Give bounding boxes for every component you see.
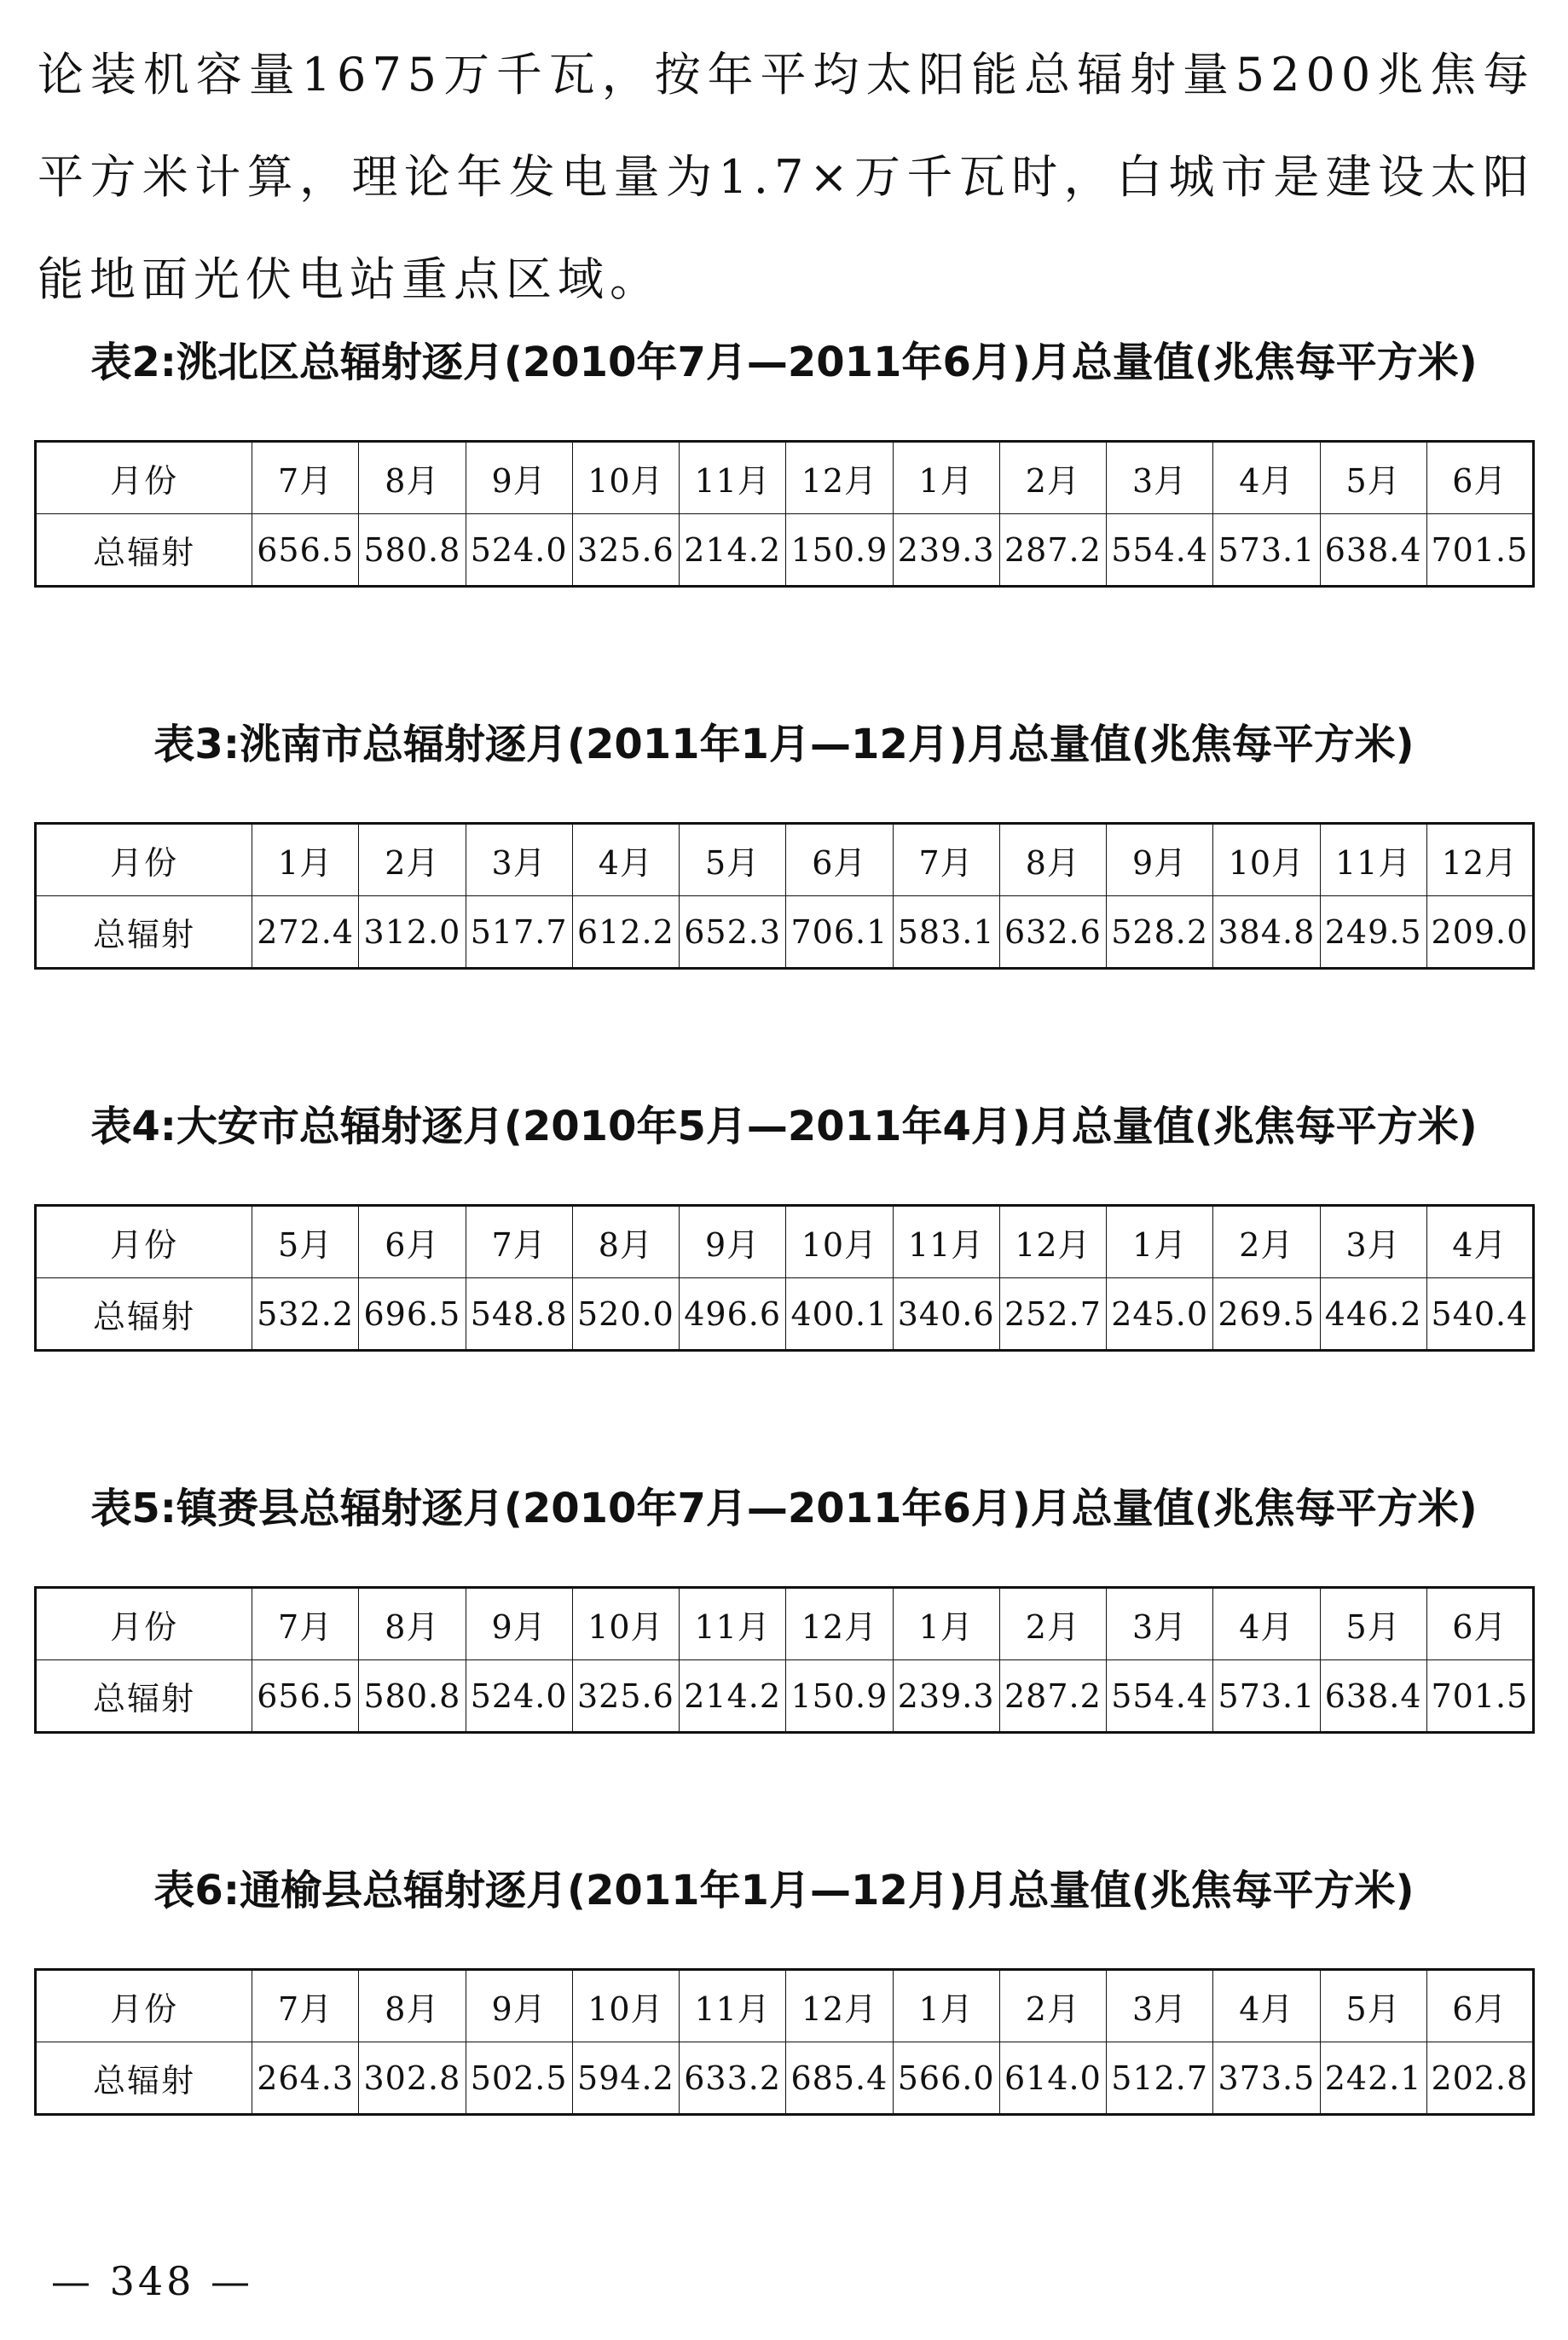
- month-cell: 6月: [359, 1206, 466, 1278]
- value-cell: 528.2: [1107, 896, 1213, 969]
- month-cell: 12月: [786, 1970, 893, 2042]
- table-2-header-label: 月份: [36, 442, 252, 514]
- month-cell: 8月: [359, 1970, 466, 2042]
- table-3-header-row: [36, 824, 1534, 896]
- month-cell: 5月: [1320, 442, 1426, 514]
- month-cell: 3月: [1107, 442, 1213, 514]
- month-cell: 2月: [999, 442, 1106, 514]
- month-cell: 10月: [572, 442, 679, 514]
- month-cell: 6月: [786, 824, 893, 896]
- table-4-header-row: [36, 1206, 1534, 1278]
- value-cell: 632.6: [999, 896, 1106, 969]
- month-cell: 12月: [999, 1206, 1106, 1278]
- table-4-caption: 表4:大安市总辐射逐月(2010年5月—2011年4月)月总量值(兆焦每平方米): [90, 1103, 1478, 1150]
- month-cell: 11月: [893, 1206, 999, 1278]
- month-cell: 4月: [1213, 442, 1320, 514]
- month-cell: 4月: [1213, 1970, 1320, 2042]
- value-cell: 214.2: [680, 1660, 786, 1733]
- month-cell: 11月: [680, 1588, 786, 1660]
- value-cell: 524.0: [466, 1660, 572, 1733]
- table-5-row-label: 总辐射: [36, 1660, 252, 1733]
- value-cell: 573.1: [1213, 514, 1320, 587]
- value-cell: 638.4: [1320, 514, 1426, 587]
- month-cell: 12月: [786, 1588, 893, 1660]
- table-6: [34, 1968, 1535, 2116]
- value-cell: 583.1: [893, 896, 999, 969]
- month-cell: 3月: [1107, 1970, 1213, 2042]
- value-cell: 272.4: [252, 896, 359, 969]
- value-cell: 264.3: [252, 2042, 359, 2115]
- table-2-row-label: 总辐射: [36, 514, 252, 587]
- table-2-caption: 表2:洮北区总辐射逐月(2010年7月—2011年6月)月总量值(兆焦每平方米): [90, 339, 1478, 386]
- value-cell: 287.2: [999, 514, 1106, 587]
- value-cell: 524.0: [466, 514, 572, 587]
- month-cell: 4月: [572, 824, 679, 896]
- value-cell: 325.6: [572, 1660, 679, 1733]
- month-cell: 10月: [572, 1970, 679, 2042]
- month-cell: 6月: [1426, 442, 1533, 514]
- value-cell: 652.3: [680, 896, 786, 969]
- value-cell: 249.5: [1320, 896, 1426, 969]
- month-cell: 9月: [680, 1206, 786, 1278]
- value-cell: 701.5: [1426, 1660, 1533, 1733]
- month-cell: 2月: [999, 1588, 1106, 1660]
- month-cell: 4月: [1213, 1588, 1320, 1660]
- table-4: [34, 1204, 1535, 1352]
- month-cell: 4月: [1426, 1206, 1533, 1278]
- value-cell: 520.0: [572, 1278, 679, 1351]
- month-cell: 5月: [1320, 1588, 1426, 1660]
- value-cell: 446.2: [1320, 1278, 1426, 1351]
- value-cell: 554.4: [1107, 1660, 1213, 1733]
- month-cell: 8月: [359, 1588, 466, 1660]
- value-cell: 566.0: [893, 2042, 999, 2115]
- month-cell: 11月: [1320, 824, 1426, 896]
- month-cell: 8月: [359, 442, 466, 514]
- table-5-caption: 表5:镇赉县总辐射逐月(2010年7月—2011年6月)月总量值(兆焦每平方米): [90, 1485, 1478, 1532]
- value-cell: 496.6: [680, 1278, 786, 1351]
- table-6-caption: 表6:通榆县总辐射逐月(2011年1月—12月)月总量值(兆焦每平方米): [153, 1867, 1415, 1914]
- value-cell: 239.3: [893, 514, 999, 587]
- value-cell: 594.2: [572, 2042, 679, 2115]
- table-5: [34, 1586, 1535, 1734]
- month-cell: 3月: [1107, 1588, 1213, 1660]
- month-cell: 5月: [680, 824, 786, 896]
- value-cell: 685.4: [786, 2042, 893, 2115]
- value-cell: 150.9: [786, 514, 893, 587]
- value-cell: 548.8: [466, 1278, 572, 1351]
- month-cell: 3月: [466, 824, 572, 896]
- month-cell: 10月: [1213, 824, 1320, 896]
- table-2-header-row: [36, 442, 1534, 514]
- value-cell: 701.5: [1426, 514, 1533, 587]
- month-cell: 1月: [893, 1970, 999, 2042]
- table-6-value-row: [36, 2042, 1534, 2115]
- value-cell: 540.4: [1426, 1278, 1533, 1351]
- value-cell: 706.1: [786, 896, 893, 969]
- table-2: [34, 440, 1535, 588]
- value-cell: 287.2: [999, 1660, 1106, 1733]
- page-number: — 348 —: [51, 2258, 254, 2304]
- month-cell: 9月: [466, 1970, 572, 2042]
- table-3-value-row: [36, 896, 1534, 969]
- value-cell: 252.7: [999, 1278, 1106, 1351]
- month-cell: 8月: [999, 824, 1106, 896]
- intro-paragraph: 论装机容量1675万千瓦，按年平均太阳能总辐射量5200兆焦每平方米计算，理论年发电量为1.7×万千瓦时，白城市是建设太阳能地面光伏电站重点区域。: [38, 48, 1535, 306]
- month-cell: 11月: [680, 442, 786, 514]
- table-6-header-row: [36, 1970, 1534, 2042]
- month-cell: 2月: [999, 1970, 1106, 2042]
- value-cell: 340.6: [893, 1278, 999, 1351]
- value-cell: 214.2: [680, 514, 786, 587]
- table-3-caption: 表3:洮南市总辐射逐月(2011年1月—12月)月总量值(兆焦每平方米): [153, 721, 1415, 768]
- value-cell: 209.0: [1426, 896, 1533, 969]
- value-cell: 242.1: [1320, 2042, 1426, 2115]
- value-cell: 150.9: [786, 1660, 893, 1733]
- month-cell: 6月: [1426, 1970, 1533, 2042]
- value-cell: 554.4: [1107, 514, 1213, 587]
- value-cell: 573.1: [1213, 1660, 1320, 1733]
- table-5-header-row: [36, 1588, 1534, 1660]
- value-cell: 325.6: [572, 514, 679, 587]
- value-cell: 614.0: [999, 2042, 1106, 2115]
- month-cell: 2月: [1213, 1206, 1320, 1278]
- table-6-row-label: 总辐射: [36, 2042, 252, 2115]
- month-cell: 5月: [1320, 1970, 1426, 2042]
- table-5-value-row: [36, 1660, 1534, 1733]
- value-cell: 239.3: [893, 1660, 999, 1733]
- month-cell: 10月: [786, 1206, 893, 1278]
- value-cell: 384.8: [1213, 896, 1320, 969]
- month-cell: 3月: [1320, 1206, 1426, 1278]
- month-cell: 7月: [252, 1970, 359, 2042]
- month-cell: 1月: [1107, 1206, 1213, 1278]
- value-cell: 517.7: [466, 896, 572, 969]
- value-cell: 512.7: [1107, 2042, 1213, 2115]
- table-4-row-label: 总辐射: [36, 1278, 252, 1351]
- table-4-value-row: [36, 1278, 1534, 1351]
- table-3: [34, 822, 1535, 970]
- value-cell: 312.0: [359, 896, 466, 969]
- month-cell: 9月: [466, 442, 572, 514]
- month-cell: 2月: [359, 824, 466, 896]
- table-6-header-label: 月份: [36, 1970, 252, 2042]
- table-2-value-row: [36, 514, 1534, 587]
- month-cell: 7月: [252, 442, 359, 514]
- month-cell: 11月: [680, 1970, 786, 2042]
- value-cell: 302.8: [359, 2042, 466, 2115]
- month-cell: 6月: [1426, 1588, 1533, 1660]
- month-cell: 9月: [1107, 824, 1213, 896]
- value-cell: 269.5: [1213, 1278, 1320, 1351]
- month-cell: 7月: [252, 1588, 359, 1660]
- table-4-header-label: 月份: [36, 1206, 252, 1278]
- month-cell: 9月: [466, 1588, 572, 1660]
- value-cell: 612.2: [572, 896, 679, 969]
- value-cell: 532.2: [252, 1278, 359, 1351]
- value-cell: 373.5: [1213, 2042, 1320, 2115]
- month-cell: 5月: [252, 1206, 359, 1278]
- value-cell: 638.4: [1320, 1660, 1426, 1733]
- value-cell: 580.8: [359, 514, 466, 587]
- value-cell: 696.5: [359, 1278, 466, 1351]
- table-3-header-label: 月份: [36, 824, 252, 896]
- month-cell: 1月: [252, 824, 359, 896]
- value-cell: 202.8: [1426, 2042, 1533, 2115]
- table-5-header-label: 月份: [36, 1588, 252, 1660]
- month-cell: 1月: [893, 442, 999, 514]
- month-cell: 12月: [1426, 824, 1533, 896]
- table-3-row-label: 总辐射: [36, 896, 252, 969]
- month-cell: 1月: [893, 1588, 999, 1660]
- value-cell: 656.5: [252, 1660, 359, 1733]
- month-cell: 7月: [466, 1206, 572, 1278]
- value-cell: 656.5: [252, 514, 359, 587]
- value-cell: 400.1: [786, 1278, 893, 1351]
- value-cell: 580.8: [359, 1660, 466, 1733]
- value-cell: 502.5: [466, 2042, 572, 2115]
- value-cell: 245.0: [1107, 1278, 1213, 1351]
- month-cell: 8月: [572, 1206, 679, 1278]
- month-cell: 12月: [786, 442, 893, 514]
- value-cell: 633.2: [680, 2042, 786, 2115]
- month-cell: 7月: [893, 824, 999, 896]
- month-cell: 10月: [572, 1588, 679, 1660]
